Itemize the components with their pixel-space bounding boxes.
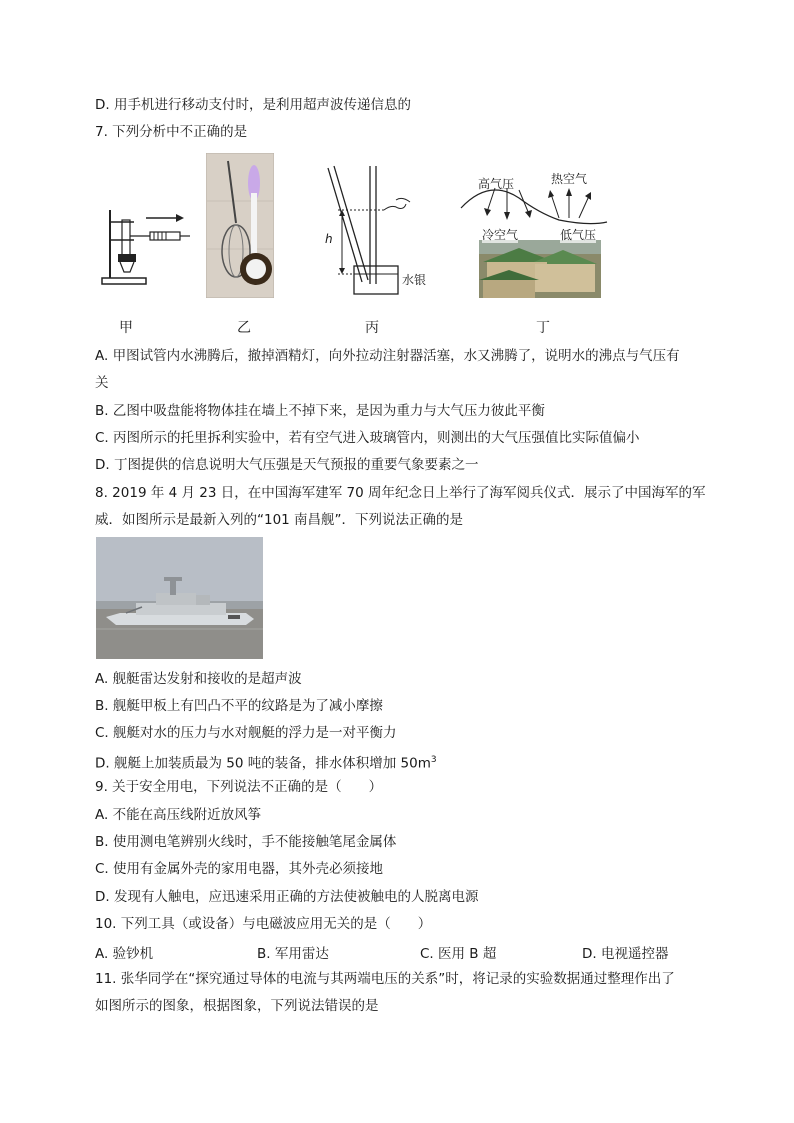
- q10-stem: 10. 下列工具（或设备）与电磁波应用无关的是（ ）: [95, 916, 432, 932]
- q8-option-a: A. 舰艇雷达发射和接收的是超声波: [95, 671, 302, 687]
- q10-option-d: D. 电视遥控器: [582, 946, 669, 962]
- q7-option-c: C. 丙图所示的托里拆利实验中，若有空气进入玻璃管内，则测出的大气压强值比实际值偏小: [95, 430, 640, 446]
- ding-cold-air-label: 冷空气: [482, 228, 519, 242]
- q8-option-d-superscript: 3: [430, 755, 437, 765]
- figure-jia-syringe-apparatus: [98, 200, 198, 290]
- ding-high-pressure-label: 高气压: [478, 177, 515, 191]
- q7-option-d: D. 丁图提供的信息说明大气压强是天气预报的重要气象要素之一: [95, 457, 479, 473]
- q8-option-c: C. 舰艇对水的压力与水对舰艇的浮力是一对平衡力: [95, 725, 397, 741]
- caption-bing: 丙: [365, 320, 379, 336]
- ding-hot-air-label: 热空气: [551, 172, 588, 186]
- bing-h-label: h: [325, 232, 333, 246]
- q7-stem: 7. 下列分析中不正确的是: [95, 124, 248, 140]
- q9-option-b: B. 使用测电笔辨别火线时，手不能接触笔尾金属体: [95, 834, 397, 850]
- q11-stem-line1: 11. 张华同学在“探究通过导体的电流与其两端电压的关系”时，将记录的实验数据通过整理作出了: [95, 971, 675, 987]
- ding-low-pressure-label: 低气压: [560, 228, 597, 242]
- q9-option-a: A. 不能在高压线附近放风筝: [95, 807, 262, 823]
- q8-option-d: [95, 751, 437, 773]
- bing-mercury-label: 水银: [402, 273, 427, 287]
- q9-stem: 9. 关于安全用电，下列说法不正确的是（ ）: [95, 779, 383, 795]
- caption-jia: 甲: [119, 320, 133, 336]
- caption-ding: 丁: [536, 320, 550, 336]
- q8-option-b: B. 舰艇甲板上有凹凸不平的纹路是为了减小摩擦: [95, 698, 383, 714]
- caption-yi: 乙: [237, 320, 251, 336]
- q9-option-c: C. 使用有金属外壳的家用电器，其外壳必须接地: [95, 861, 384, 877]
- q10-option-b: B. 军用雷达: [257, 946, 329, 962]
- q9-option-d: D. 发现有人触电，应迅速采用正确的方法使被触电的人脱离电源: [95, 889, 479, 905]
- q7-option-a-line1: A. 甲图试管内水沸腾后，撤掉酒精灯，向外拉动注射器活塞，水又沸腾了，说明水的沸点与气压有: [95, 348, 680, 364]
- q10-option-a: A. 验钞机: [95, 946, 154, 962]
- figure-warship-photo: [96, 537, 263, 659]
- q7-option-b: B. 乙图中吸盘能将物体挂在墙上不掉下来，是因为重力与大气压力彼此平衡: [95, 403, 545, 419]
- q11-stem-line2: 如图所示的图象，根据图象，下列说法错误的是: [95, 998, 379, 1014]
- q8-stem-line1: 8. 2019 年 4 月 23 日，在中国海军建军 70 周年纪念日上举行了海军阅兵仪式．展示了中国海军的军: [95, 485, 706, 501]
- q6-option-d: D. 用手机进行移动支付时，是利用超声波传递信息的: [95, 97, 411, 113]
- q10-option-c: C. 医用 B 超: [420, 946, 497, 962]
- q7-option-a-line2: 关: [95, 375, 109, 391]
- figure-yi-suction-cup-photo: [206, 153, 274, 298]
- q8-stem-line2: 威．如图所示是最新入列的“101 南昌舰”．下列说法正确的是: [95, 512, 464, 528]
- q8-option-d-text: D. 舰艇上加装质最为 50 吨的装备，排水体积增加 50m: [95, 755, 431, 772]
